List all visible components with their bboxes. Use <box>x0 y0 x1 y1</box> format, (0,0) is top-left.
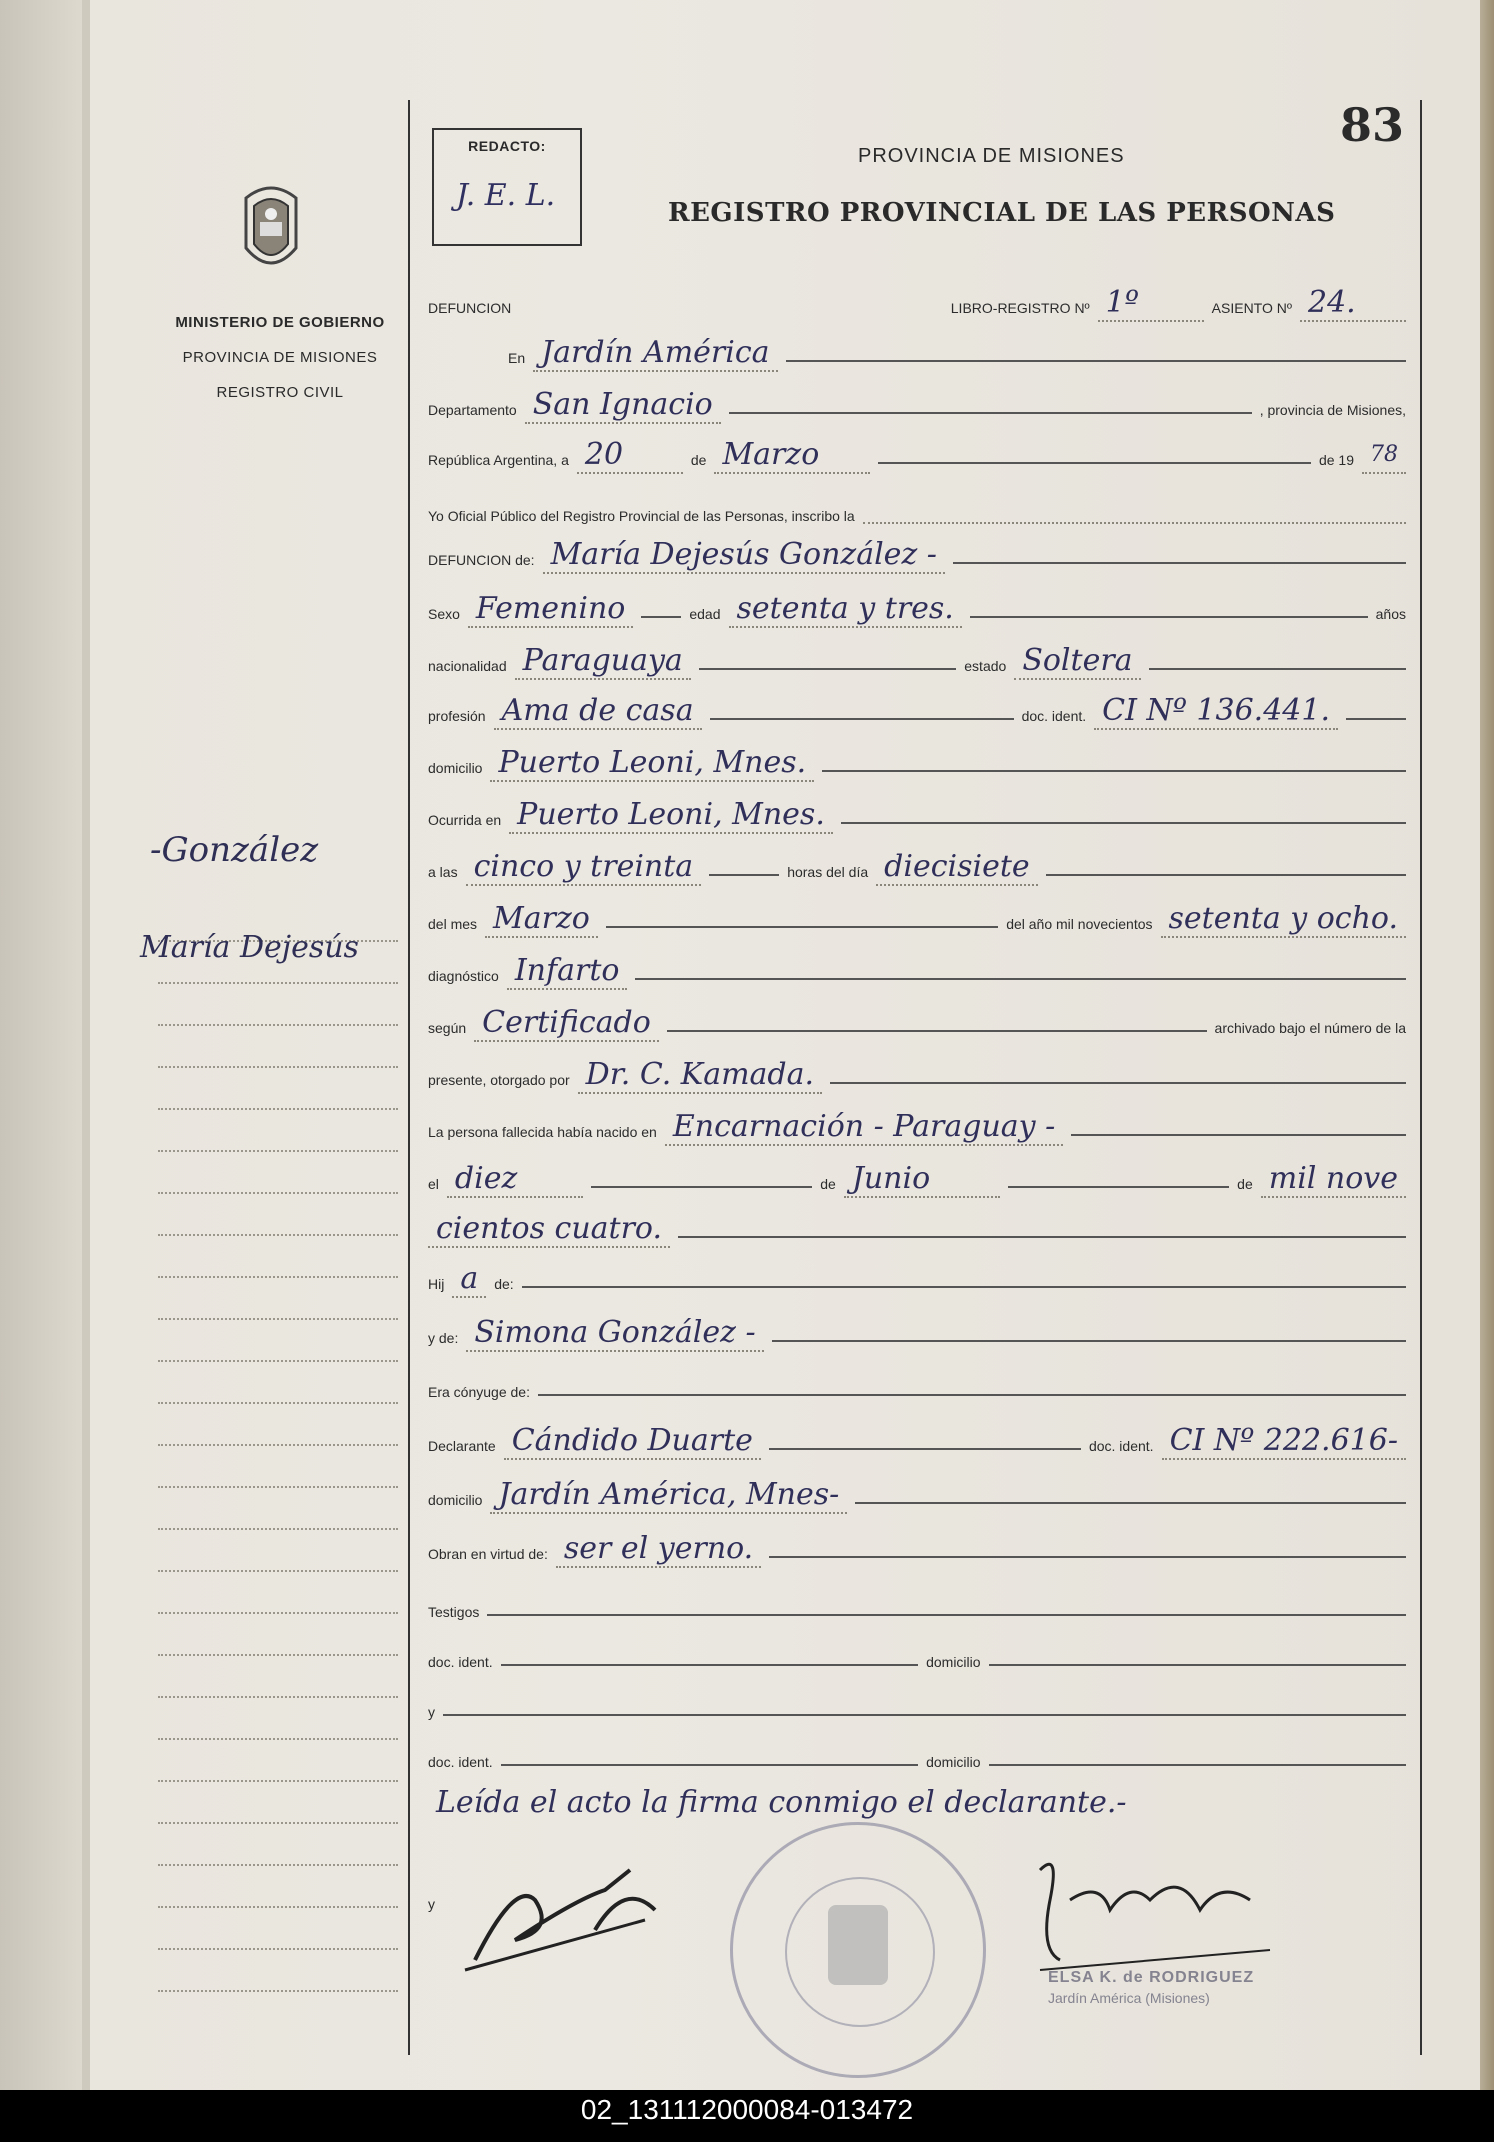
year-label: de 19 <box>1318 452 1354 468</box>
row-nacido <box>428 1106 1406 1146</box>
row-testigo2 <box>428 1686 1406 1726</box>
declarante-doc-label: doc. ident. <box>1088 1438 1154 1454</box>
redacto-label: REDACTO: <box>468 138 546 154</box>
departamento-value: San Ignacio <box>525 388 721 424</box>
del-ano-label: del año mil novecientos <box>1006 916 1153 932</box>
official-name: ELSA K. de RODRIGUEZ <box>1048 1969 1255 1986</box>
oficial-text: Yo Oficial Público del Registro Provincial de las Personas, inscribo la <box>428 508 855 524</box>
row-a-las <box>428 846 1406 886</box>
departamento-label: Departamento <box>428 402 517 418</box>
official-name-stamp <box>1048 1968 1348 2008</box>
stamp-seal-icon <box>828 1905 888 1985</box>
declarant-signature <box>455 1840 675 1980</box>
margin-surname: -González <box>150 830 319 870</box>
row-en <box>508 332 1406 372</box>
domicilio-label: domicilio <box>428 760 483 776</box>
republica-label: República Argentina, a <box>428 452 569 468</box>
declarante-doc-value: CI Nº 222.616- <box>1162 1424 1406 1460</box>
defuncion-de-label: DEFUNCION de: <box>428 552 535 568</box>
row-yde <box>428 1312 1406 1352</box>
redacto-initials: J. E. L. <box>456 178 556 213</box>
cientos-value: cientos cuatro. <box>428 1212 670 1248</box>
de-label: de <box>690 452 707 468</box>
row-ocurrida <box>428 794 1406 834</box>
nacionalidad-value: Paraguaya <box>515 644 691 680</box>
row-del-mes <box>428 898 1406 938</box>
row-declarante-domicilio <box>428 1474 1406 1514</box>
declarante-dom-value: Jardín América, Mnes- <box>490 1478 847 1514</box>
domicilio2-label: domicilio <box>926 1654 981 1670</box>
declarante-label: Declarante <box>428 1438 496 1454</box>
nacido-value: Encarnación - Paraguay - <box>665 1110 1063 1146</box>
declarante-dom-label: domicilio <box>428 1492 483 1508</box>
registry-title: REGISTRO PROVINCIAL DE LAS PERSONAS <box>668 198 1336 228</box>
conyuge-label: Era cónyuge de: <box>428 1384 530 1400</box>
row-testigo1-doc <box>428 1636 1406 1676</box>
diagnostico-value: Infarto <box>507 954 628 990</box>
presente-label: presente, otorgado por <box>428 1072 570 1088</box>
del-mes-value: Marzo <box>485 902 598 938</box>
del-ano-value: setenta y ocho. <box>1161 902 1407 938</box>
row-el <box>428 1158 1406 1198</box>
profesion-label: profesión <box>428 708 486 724</box>
closing-text: Leída el acto la firma conmigo el declarante.- <box>436 1785 1127 1820</box>
row-closing <box>428 1780 1406 1820</box>
nacido-label: La persona fallecida había nacido en <box>428 1124 657 1140</box>
el-value: diez <box>447 1162 583 1198</box>
y-sign-label: y <box>428 1896 435 1912</box>
row-diagnostico <box>428 950 1406 990</box>
row-domicilio <box>428 742 1406 782</box>
archivado-label: archivado bajo el número de la <box>1214 1020 1406 1036</box>
diagnostico-label: diagnóstico <box>428 968 499 984</box>
doc-ident-label: doc. ident. <box>1021 708 1087 724</box>
row-declarante <box>428 1420 1406 1460</box>
libro-value: 1º <box>1098 286 1204 322</box>
en-label: En <box>508 350 526 366</box>
yde-value: Simona González - <box>466 1316 763 1352</box>
hij-value: a <box>452 1262 486 1298</box>
margin-notes-lines <box>158 900 398 1992</box>
ministry-line-3: REGISTRO CIVIL <box>216 384 344 401</box>
redacto-box <box>432 128 582 246</box>
row-defuncion <box>428 534 1406 574</box>
registry-round-stamp <box>730 1822 986 2078</box>
obran-value: ser el yerno. <box>556 1532 761 1568</box>
official-signature <box>1020 1840 1280 1980</box>
domicilio3-label: domicilio <box>926 1754 981 1770</box>
margin-given-names: María Dejesús <box>140 930 359 965</box>
book-spine <box>82 0 90 2090</box>
row-date <box>428 434 1406 474</box>
year-value: 78 <box>1362 438 1406 474</box>
domicilio-value: Puerto Leoni, Mnes. <box>490 746 814 782</box>
official-location: Jardín América (Misiones) <box>1048 1990 1210 2006</box>
hij-de-label: de: <box>494 1276 514 1292</box>
horas-value: diecisiete <box>876 850 1038 886</box>
form-type-label: DEFUNCION <box>428 300 512 316</box>
edad-label: edad <box>689 606 721 622</box>
el-label: el <box>428 1176 439 1192</box>
doc-ident3-label: doc. ident. <box>428 1754 493 1770</box>
row-segun <box>428 1002 1406 1042</box>
de3-value: mil nove <box>1261 1162 1406 1198</box>
row-nacionalidad <box>428 640 1406 680</box>
del-mes-label: del mes <box>428 916 478 932</box>
row-header <box>428 282 1406 322</box>
y-label: y <box>428 1704 435 1720</box>
row-departamento <box>428 384 1406 424</box>
provincia-label: , provincia de Misiones, <box>1259 402 1406 418</box>
anos-label: años <box>1375 606 1406 622</box>
segun-value: Certificado <box>474 1006 659 1042</box>
de3-label: de <box>1237 1176 1253 1192</box>
de2-label: de <box>820 1176 836 1192</box>
month-value: Marzo <box>714 438 870 474</box>
estado-value: Soltera <box>1014 644 1140 680</box>
hij-label: Hij <box>428 1276 445 1292</box>
asiento-label: ASIENTO Nº <box>1211 300 1292 316</box>
row-hij <box>428 1258 1406 1298</box>
page-number: 83 <box>1340 98 1405 152</box>
image-caption: 02_131112000084-013472 <box>580 2094 914 2125</box>
yde-label: y de: <box>428 1330 459 1346</box>
right-page-edge <box>1480 0 1494 2090</box>
ocurrida-value: Puerto Leoni, Mnes. <box>509 798 833 834</box>
segun-label: según <box>428 1020 467 1036</box>
testigos-label: Testigos <box>428 1604 480 1620</box>
edad-value: setenta y tres. <box>729 592 962 628</box>
row-cientos <box>428 1208 1406 1248</box>
a-las-label: a las <box>428 864 458 880</box>
de2-value: Junio <box>844 1162 1000 1198</box>
row-obran <box>428 1528 1406 1568</box>
row-testigos <box>428 1586 1406 1626</box>
obran-label: Obran en virtud de: <box>428 1546 548 1562</box>
row-presente <box>428 1054 1406 1094</box>
horas-label: horas del día <box>787 864 869 880</box>
doc-ident-value: CI Nº 136.441. <box>1094 694 1338 730</box>
estado-label: estado <box>964 658 1007 674</box>
sexo-label: Sexo <box>428 606 460 622</box>
ministry-line-1: MINISTERIO DE GOBIERNO <box>175 314 385 331</box>
a-las-value: cinco y treinta <box>466 850 702 886</box>
left-page-flap <box>0 0 84 2090</box>
sexo-value: Femenino <box>468 592 633 628</box>
defuncion-de-value: María Dejesús González - <box>543 538 945 574</box>
ocurrida-label: Ocurrida en <box>428 812 502 828</box>
profesion-value: Ama de casa <box>494 694 702 730</box>
declarante-value: Cándido Duarte <box>504 1424 761 1460</box>
ministry-block <box>165 305 395 410</box>
row-testigo2-doc <box>428 1736 1406 1776</box>
en-value: Jardín América <box>533 336 777 372</box>
libro-label: LIBRO-REGISTRO Nº <box>950 300 1090 316</box>
presente-value: Dr. C. Kamada. <box>578 1058 822 1094</box>
nacionalidad-label: nacionalidad <box>428 658 507 674</box>
row-sexo <box>428 588 1406 628</box>
day-value: 20 <box>577 438 683 474</box>
asiento-value: 24. <box>1300 286 1406 322</box>
doc-ident2-label: doc. ident. <box>428 1654 493 1670</box>
row-profesion <box>428 690 1406 730</box>
ministry-line-2: PROVINCIA DE MISIONES <box>182 349 378 366</box>
province-heading: PROVINCIA DE MISIONES <box>858 145 1125 167</box>
coat-of-arms-icon <box>240 178 302 280</box>
row-oficial <box>428 490 1406 530</box>
row-conyuge <box>428 1366 1406 1406</box>
